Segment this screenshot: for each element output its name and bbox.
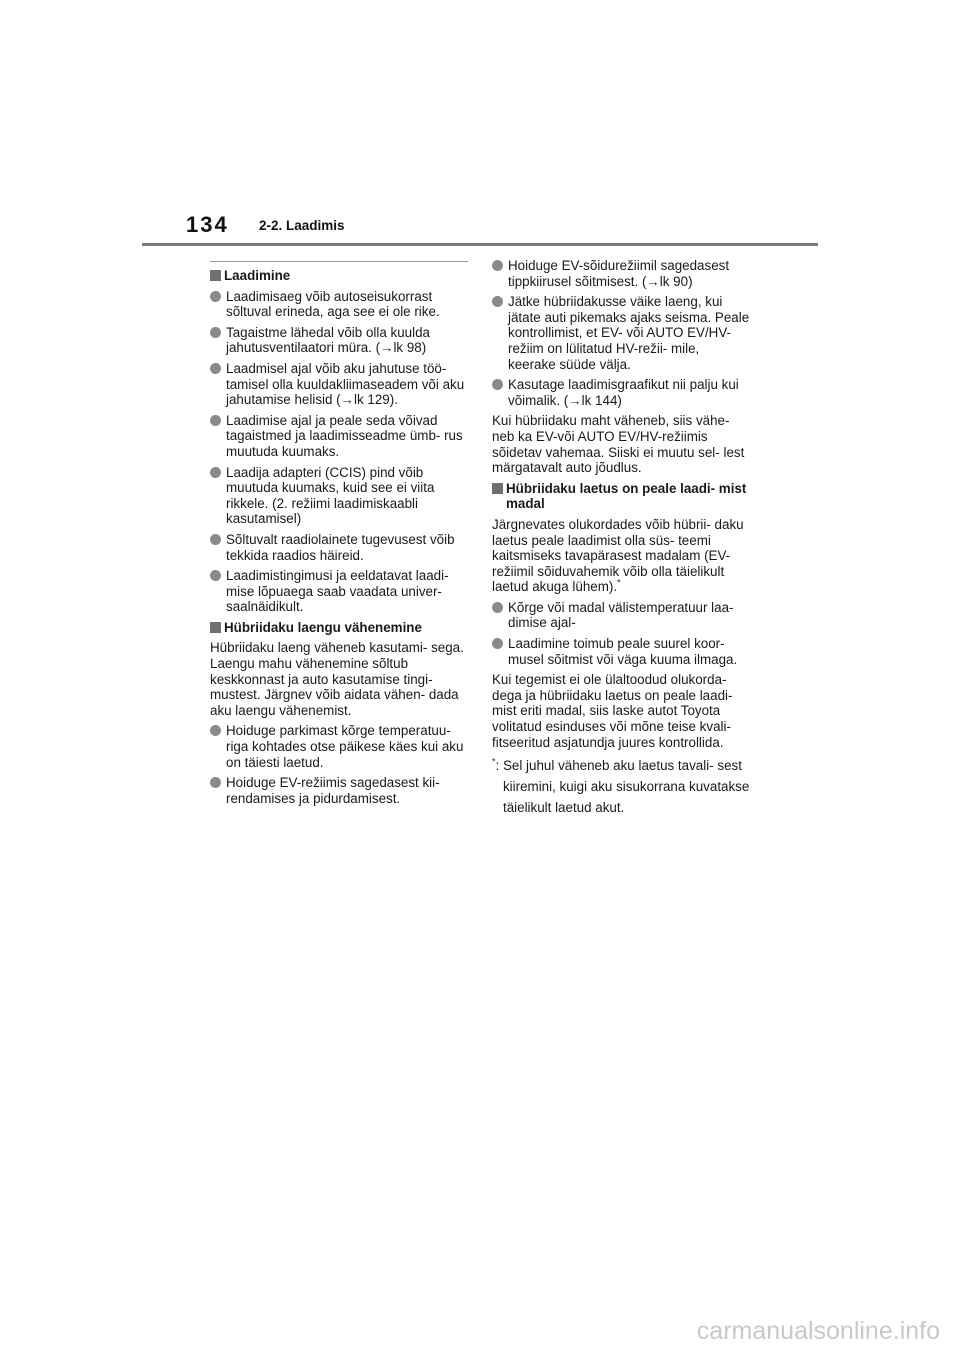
round-bullet-icon	[210, 467, 221, 478]
list-item-text: Jätke hübriidakusse väike laeng, kui jätate auti pikemaks ajaks seisma. Peale kontrollimist, et EV- või AUTO EV/HV-režiim on lülitatud HV-režii- mile, keerake süüde välja.	[508, 294, 750, 372]
square-bullet-icon	[210, 622, 221, 633]
list-item	[210, 325, 468, 356]
section-title: 2-2. Laadimis	[259, 218, 345, 233]
paragraph-text: Järgnevates olukordades võib hübrii- daku laetus peale laadimist olla süs- teemi kaitsmiseks tavapärasest madalam (EV-režiimil sõiduvahemik võib olla täielikult laetud akuga lühem).	[492, 516, 744, 595]
list-item-text: Kõrge või madal välistemperatuur laa- dimise ajal-	[508, 599, 734, 631]
list-item-text: Laadimistingimusi ja eeldatavat laadi- mise lõpuaega saab vaadata univer- saalnäidikult.	[226, 568, 449, 615]
round-bullet-icon	[492, 602, 503, 613]
list-item	[210, 775, 468, 806]
page-number: 134	[186, 212, 229, 237]
list-item-text: Laadimine toimub peale suurel koor- musel sõitmist või väga kuuma ilmaga.	[508, 636, 738, 667]
list-item-text: Hoiduge EV-sõidurežiimil sagedasest tippkiirusel sõitmisest. (→lk 90)	[508, 258, 730, 289]
round-bullet-icon	[492, 379, 503, 390]
footnote-asterisk: *	[492, 756, 496, 767]
list-item-text: Kasutage laadimisgraafikut nii palju kui võimalik. (→lk 144)	[508, 377, 739, 408]
paragraph: Hübriidaku laeng väheneb kasutami- sega. Laengu mahu vähenemine sõltub keskkonnast ja auto kasutamise tingi- mustest. Järgnev võib aidata vähen- dada aku laengu vähenemist.	[210, 640, 464, 718]
footnote-colon: :	[495, 758, 500, 774]
list-item	[210, 465, 468, 527]
list-item	[492, 377, 750, 408]
list-item-text: Laadija adapteri (CCIS) pind võib muutuda kuumaks, kuid see ei viita rikkele. (2. režiimi laadimiskaabli kasutamisel)	[226, 464, 435, 527]
round-bullet-icon	[492, 296, 503, 307]
list-item	[210, 532, 468, 563]
list-item	[210, 723, 468, 770]
round-bullet-icon	[492, 260, 503, 271]
square-bullet-icon	[492, 483, 503, 494]
list-item	[492, 258, 750, 289]
footnote-reference: *	[617, 577, 621, 588]
list-item	[210, 568, 468, 615]
heading-laadimine	[210, 268, 468, 284]
round-bullet-icon	[210, 291, 221, 302]
watermark: carmanualsonline.info	[696, 1317, 940, 1345]
round-bullet-icon	[210, 415, 221, 426]
round-bullet-icon	[492, 638, 503, 649]
header-rule	[142, 243, 818, 246]
heading-text: Laadimine	[224, 268, 291, 283]
list-item-text: Laadimise ajal ja peale seda võivad tagaistmed ja laadimisseadme ümb- rus muutuda kuumaks.	[226, 412, 463, 459]
square-bullet-icon	[210, 270, 221, 281]
list-item	[492, 600, 750, 631]
round-bullet-icon	[210, 534, 221, 545]
round-bullet-icon	[210, 725, 221, 736]
section-separator	[210, 261, 468, 262]
list-item	[210, 289, 468, 320]
list-item	[492, 294, 750, 372]
list-item	[210, 413, 468, 460]
paragraph: Kui tegemist ei ole ülaltoodud olukorda- dega ja hübriidaku laetus on peale laadi- mist eriti madal, siis laske autot Toyota volitatud esinduses või mõne teise kvali- fitseeritud asjatundja juures kontrollida.	[492, 672, 733, 750]
paragraph	[492, 517, 750, 595]
list-item-text: Hoiduge EV-režiimis sagedasest kii- rendamises ja pidurdamisest.	[226, 775, 440, 806]
heading-battery-charge-loss	[210, 620, 468, 636]
round-bullet-icon	[210, 777, 221, 788]
footnote	[492, 755, 750, 818]
round-bullet-icon	[210, 327, 221, 338]
heading-text: Hübriidaku laengu vähenemine	[224, 619, 422, 635]
heading-text: Hübriidaku laetus on peale laadi- mist madal	[506, 480, 747, 512]
list-item	[492, 636, 750, 667]
round-bullet-icon	[210, 570, 221, 581]
list-item-text: Laadimisaeg võib autoseisukorrast sõltuval erineda, aga see ei ole rike.	[226, 288, 440, 320]
paragraph: Kui hübriidaku maht väheneb, siis vähe- neb ka EV-või AUTO EV/HV-režiimis sõidetav vahemaa. Siiski ei muutu sel- lest märgatavalt auto jõudlus.	[492, 413, 745, 476]
list-item-text: Sõltuvalt raadiolainete tugevusest võib tekkida raadios häireid.	[226, 531, 455, 563]
footnote-marker	[492, 755, 503, 818]
left-column	[210, 258, 468, 811]
heading-low-charge-after-charging	[492, 481, 750, 512]
list-item-text: Laadmisel ajal võib aku jahutuse töö- tamisel olla kuuldakliimaseadem või aku jahutamise helisid (→lk 129).	[226, 360, 465, 408]
round-bullet-icon	[210, 363, 221, 374]
list-item	[210, 361, 468, 408]
footnote-text: Sel juhul väheneb aku laetus tavali- sest kiiremini, kuigi aku sisukorrana kuvatakse täielikult laetud akut.	[502, 758, 750, 816]
list-item-text: Tagaistme lähedal võib olla kuulda jahutusventilaatori müra. (→lk 98)	[226, 324, 430, 356]
list-item-text: Hoiduge parkimast kõrge temperatuu- riga kohtades otse päikese käes kui aku on täiesti laetud.	[226, 723, 464, 770]
right-column	[492, 258, 750, 818]
